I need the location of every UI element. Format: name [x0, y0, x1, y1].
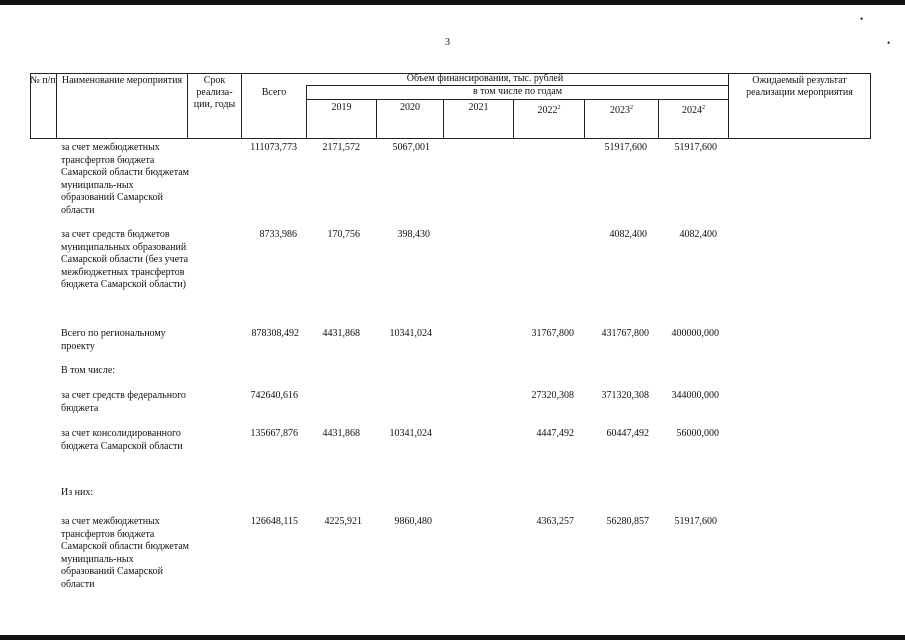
cell-2023: 56280,857 — [606, 516, 649, 527]
cell-total: 111073,773 — [250, 142, 297, 153]
header-total: Всего — [261, 87, 287, 98]
cell-2022: 4363,257 — [536, 516, 574, 527]
scan-dot: • — [860, 14, 864, 24]
cell-2024: 51917,600 — [674, 516, 717, 527]
cell-2022: 27320,308 — [531, 390, 574, 401]
header-term: Срок реализа-ции, годы — [193, 75, 236, 110]
scan-border-top — [0, 0, 905, 5]
cell-2022: 4447,492 — [536, 428, 574, 439]
cell-2020: 9860,480 — [394, 516, 432, 527]
cell-2019: 4431,868 — [322, 428, 360, 439]
cell-2019: 4431,868 — [322, 328, 360, 339]
cell-2023: 51917,600 — [604, 142, 647, 153]
cell-2023: 431767,800 — [601, 328, 649, 339]
cell-2024: 400000,000 — [671, 328, 719, 339]
cell-total: 878308,492 — [251, 328, 299, 339]
header-year-2024: 2024$^2$ — [682, 105, 705, 116]
row-label: В том числе: — [61, 365, 116, 376]
header-year-2020: 2020 — [400, 102, 420, 113]
cell-2024: 51917,600 — [674, 142, 717, 153]
cell-2020: 398,430 — [397, 229, 430, 240]
cell-total: 135667,876 — [250, 428, 298, 439]
scan-border-bottom — [0, 635, 905, 640]
row-label: за счет консолидированного бюджета Самарской области — [61, 428, 183, 452]
cell-2019: 170,756 — [327, 229, 360, 240]
cell-2020: 10341,024 — [389, 428, 432, 439]
header-number: № п/п — [30, 75, 56, 86]
header-year-2022: 2022$^2$ — [537, 105, 561, 116]
cell-2024: 4082,400 — [679, 229, 717, 240]
header-year-2021: 2021 — [468, 102, 489, 113]
scan-dot: • — [887, 38, 891, 48]
cell-total: 126648,115 — [250, 516, 298, 527]
row-label: за счет межбюджетных трансфертов бюджета Самарской области бюджетам муниципаль-ных образований Самарской области — [61, 516, 189, 590]
row-label: Из них: — [61, 487, 94, 498]
cell-2020: 5067,001 — [392, 142, 430, 153]
header-by-years: в том числе по годам — [472, 86, 563, 97]
cell-2022: 31767,800 — [531, 328, 574, 339]
row-label: за счет межбюджетных трансфертов бюджета Самарской области бюджетам муниципаль-ных образований Самарской области — [61, 142, 189, 216]
cell-2024: 56000,000 — [676, 428, 719, 439]
cell-2023: 60447,492 — [606, 428, 649, 439]
cell-2019: 2171,572 — [322, 142, 360, 153]
row-label: за счет средств федерального бюджета — [61, 390, 186, 414]
cell-2020: 10341,024 — [389, 328, 432, 339]
cell-2023: 371320,308 — [601, 390, 649, 401]
row-label: Всего по региональному проекту — [61, 328, 166, 352]
cell-2019: 4225,921 — [324, 516, 362, 527]
cell-2024: 344000,000 — [671, 390, 719, 401]
header-expected-result: Ожидаемый результат реализации мероприятия — [746, 75, 853, 98]
header-funding: Объем финансирования, тыс. рублей — [406, 73, 564, 84]
page-number: 3 — [445, 37, 450, 48]
cell-total: 8733,986 — [259, 229, 297, 240]
header-name: Наименование мероприятия — [61, 75, 183, 86]
header-year-2019: 2019 — [331, 102, 352, 113]
cell-2023: 4082,400 — [609, 229, 647, 240]
row-label: за счет средств бюджетов муниципальных образований Самарской области (без учета межбюджетных трансфертов бюджета Самарской области) — [61, 229, 189, 290]
cell-total: 742640,616 — [250, 390, 298, 401]
header-year-2023: 2023$^2$ — [610, 105, 633, 116]
